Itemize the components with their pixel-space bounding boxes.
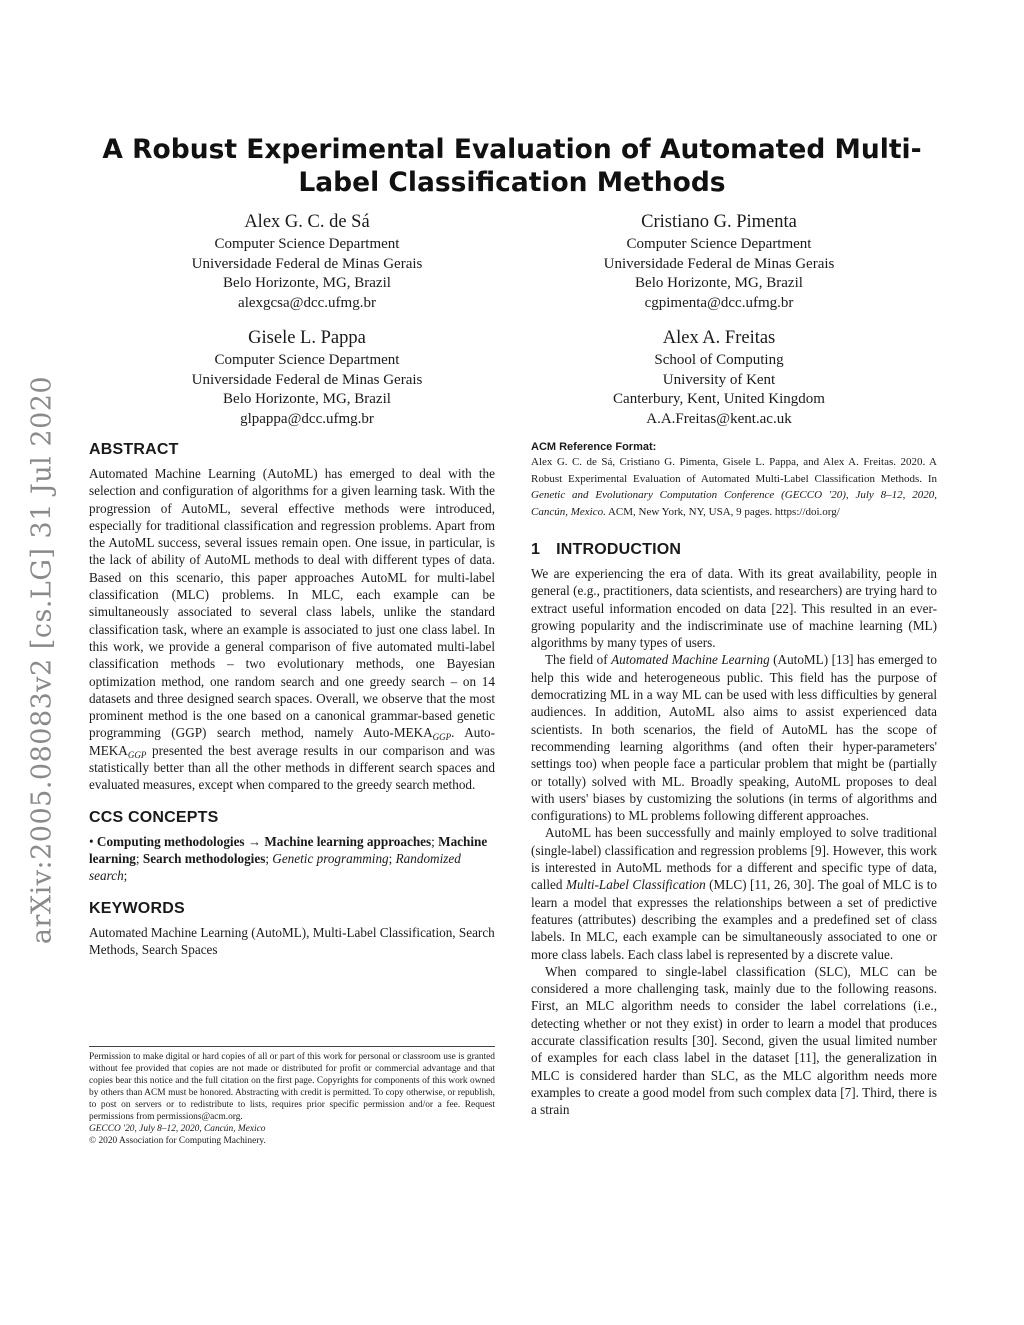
copyright-line: © 2020 Association for Computing Machinery. [89,1136,266,1146]
right-column [531,440,937,1119]
intro-paragraph-2: The field of Automated Machine Learning (AutoML) [13] has emerged to help this wide and heterogeneous public. This field has the purpose of democratizing ML in a way ML can be used with less difficulties by general audiences. In addition, AutoML also aims to assist experienced data scientists. In both scenarios, the field of AutoML has the scope of recommending learning algorithms (and often their hyper-parameters' settings too) when people face a particular problem that might be (partially or totally) solved with ML. Broadly speaking, AutoML proposes to deal with users' biases by customizing the solutions (in terms of algorithms and configurations) to ML problems following different approaches. [531,652,937,824]
keywords-heading: KEYWORDS [89,899,185,917]
author-location: Belo Horizonte, MG, Brazil [223,275,391,291]
arxiv-id: arXiv:2005.08083v2 [cs.LG] 31 Jul 2020 [26,375,58,945]
ccs-heading: CCS CONCEPTS [89,808,219,826]
author-institution: Universidade Federal de Minas Gerais [191,255,423,272]
section-title: INTRODUCTION [556,541,682,558]
acm-ref-text: Alex G. C. de Sá, Cristiano G. Pimenta, Gisele L. Pappa, and Alex A. Freitas. 2020. A Robust Experimental Evaluation of Automated Multi-Label Classification Methods. In Genetic and Evolutionary Computation Conference (GECCO '20), July 8–12, 2020, Cancún, Mexico. ACM, New York, NY, USA, 9 pages. https://doi.org/ [531,456,937,518]
author-email[interactable]: A.A.Freitas@kent.ac.uk [646,410,792,427]
author-name: Gisele L. Pappa [248,328,366,348]
author-block-4 [569,327,869,429]
intro-heading [531,540,937,560]
author-dept: Computer Science Department [214,236,400,252]
section-number: 1 [531,541,541,558]
keywords-section [89,899,495,959]
author-dept: School of Computing [654,352,784,368]
author-name: Cristiano G. Pimenta [641,212,797,232]
keywords-text: Automated Machine Learning (AutoML), Multi-Label Classification, Search Methods, Search Spaces [89,924,495,957]
author-block-2 [569,211,869,313]
author-block-1 [157,211,457,313]
abstract-heading: ABSTRACT [89,441,179,458]
author-institution: University of Kent [662,371,776,388]
author-dept: Computer Science Department [626,236,812,252]
author-dept: Computer Science Department [214,352,400,368]
ccs-section [89,808,495,885]
author-location: Belo Horizonte, MG, Brazil [635,275,803,291]
author-name: Alex A. Freitas [662,328,776,348]
ccs-text: • Computing methodologies → Machine learning approaches; Machine learning; Search methodologies; Genetic programming; Randomized search; [89,833,488,884]
intro-paragraph-3: AutoML has been successfully and mainly employed to solve traditional (single-label) classification and regression problems [9]. However, this work is interested in AutoML methods for a different and specific type of data, called Multi-Label Classification (MLC) [11, 26, 30]. The goal of MLC is to learn a model that expresses the relationships between a set of predictive features (attributes) describing the examples and a predefined set of class labels. In MLC, each example can be simultaneously associated to one or more class labels. Each class label is represented by a discrete value. [531,825,937,962]
intro-paragraph-1: We are experiencing the era of data. With its great availability, people in general (e.g., practitioners, data scientists, and researchers) are trying hard to extract useful information encoded on data [22]. This resulted in an ever-growing popularity and the indiscriminate use of machine learning (ML) algorithms by many types of users. [531,566,937,651]
acm-ref-heading: ACM Reference Format: [531,441,657,453]
author-email[interactable]: glpappa@dcc.ufmg.br [240,410,374,427]
author-institution: Universidade Federal de Minas Gerais [603,255,835,272]
intro-paragraph-4: When compared to single-label classification (SLC), MLC can be considered a more challenging task, mainly due to the following reasons. First, an MLC algorithm needs to consider the label correlations (i.e., detecting whether or not they exist) in order to learn a model that produces accurate classification results [30]. Second, given the usual limited number of examples for each class label in the dataset [11], the generalization in MLC is considered harder than SLC, as the MLC algorithm needs more examples to create a good model from such complex data [7]. Third, there is a strain [531,963,937,1118]
author-email[interactable]: cgpimenta@dcc.ufmg.br [644,294,794,311]
paper-title: A Robust Experimental Evaluation of Automated Multi-Label Classification Methods [102,134,922,198]
conference-line: GECCO '20, July 8–12, 2020, Cancún, Mexico [89,1124,266,1134]
permission-text: Permission to make digital or hard copies of all or part of this work for personal or classroom use is granted without fee provided that copies are not made or distributed for profit or commercial advantage and that copies bear this notice and the full citation on the first page. Copyrights for components of this work owned by others than ACM must be honored. Abstracting with credit is permitted. To copy otherwise, or republish, to post on servers or to redistribute to lists, requires prior specific permission and/or a fee. Request permissions from permissions@acm.org. [89,1052,495,1122]
abstract-text: Automated Machine Learning (AutoML) has emerged to deal with the selection and configuration of algorithms for a given learning task. With the progression of AutoML, several effective methods were introduced, especially for traditional classification and regression problems. Apart from the AutoML success, several issues remain open. One issue, in particular, is the lack of ability of AutoML methods to deal with different types of data. Based on this scenario, this paper approaches AutoML for multi-label classification (MLC) problems. In MLC, each example can be simultaneously associated to several class labels, unlike the standard classification task, where an example is associated to just one class label. In this work, we provide a general comparison of five automated multi-label classification methods – two evolutionary methods, one Bayesian optimization method, one random search and one greedy search – on 14 datasets and three designed search spaces. Overall, we observe that the most prominent method is the one based on a canonical grammar-based genetic programming (GGP) search method, namely Auto-$MEKA_{GGP}$. Auto-$MEKA_{GGP}$ presented the best average results in our comparison and was statistically better than all the other methods in different search spaces and evaluated measures, except when compared to the greedy search method. [89,466,495,793]
permission-notice [89,1051,495,1147]
left-column [89,440,495,958]
author-name: Alex G. C. de Sá [244,212,370,232]
author-location: Belo Horizonte, MG, Brazil [223,391,391,407]
author-email[interactable]: alexgcsa@dcc.ufmg.br [238,294,376,311]
author-block-3 [157,327,457,429]
author-institution: Universidade Federal de Minas Gerais [191,371,423,388]
footnote-divider [89,1046,495,1047]
arxiv-stamp [18,370,66,950]
author-location: Canterbury, Kent, United Kingdom [613,391,825,407]
